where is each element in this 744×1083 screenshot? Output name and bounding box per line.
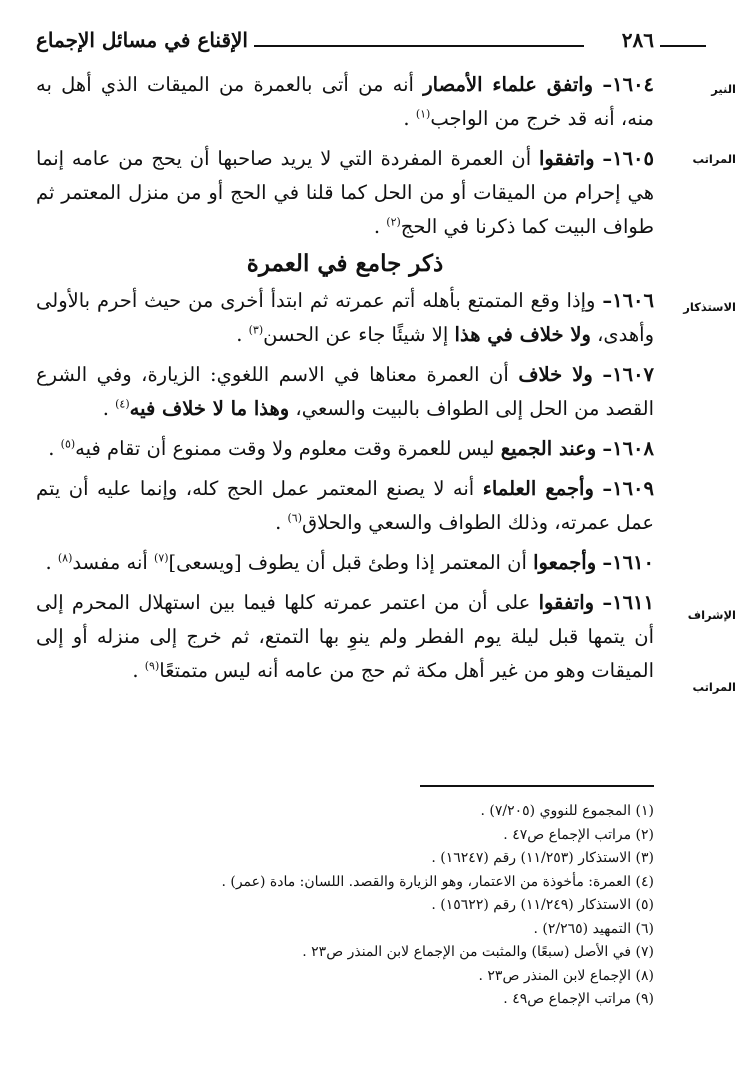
footnote-ref[interactable]: (٤)	[115, 397, 130, 411]
footnote-4: (٤) العمرة: مأخوذة من الاعتمار، وهو الزيارة والقصد. اللسان: مادة (عمر) .	[221, 873, 654, 890]
paragraph-1606	[36, 284, 654, 352]
bold-phrase-2: وهذا ما لا خلاف فيه	[129, 397, 290, 420]
paragraph-text: أن العمرة معناها في الاسم اللغوي: الزيارة، وفي الشرع القصد من الحل إلى الطواف بالبيت والسعي،	[36, 363, 654, 420]
bold-phrase: واتفقوا	[539, 147, 595, 170]
paragraph-text: على أن من اعتمر عمرته كلها فيما بين استهلال المحرم إلى أن يتمها قبل ليلة يوم الفطر ولم ينوِ بها التمتع، ثم خرج إلى منزله أو إلى الميقات وهو من غير أهل مكة ثم حج من عامه أنه ليس متمتعًا	[36, 591, 654, 682]
footnote-ref[interactable]: (٢)	[386, 215, 401, 229]
section-heading: ذكر جامع في العمرة	[246, 250, 444, 277]
period: .	[373, 215, 381, 238]
page-number: ٢٨٦	[621, 28, 654, 52]
paragraph-number: ١٦٠٧–	[602, 363, 655, 386]
bold-phrase: واتفق علماء الأمصار	[423, 73, 594, 96]
page-header	[36, 28, 654, 60]
footnote-ref[interactable]: (٧)	[154, 551, 169, 565]
period: .	[403, 107, 410, 130]
footnote-6: (٦) التمهيد (٢/٢٦٥) .	[533, 920, 654, 937]
paragraph-number: ١٦١١–	[602, 591, 655, 614]
footnote-ref[interactable]: (٥)	[60, 437, 76, 451]
paragraph-1608	[36, 432, 654, 466]
footnotes	[94, 800, 654, 1012]
paragraph-number: ١٦٠٩–	[602, 477, 655, 500]
footnote-ref[interactable]: (٣)	[248, 323, 264, 337]
margin-label-1606: الاستذكار	[683, 300, 736, 314]
book-title: الإقناع في مسائل الإجماع	[36, 28, 248, 52]
bold-phrase: ولا خلاف في هذا	[454, 323, 591, 346]
header-rule-right	[660, 45, 706, 47]
paragraph-text: أنه من أتى بالعمرة من الميقات الذي أهل به منه، أنه قد خرج من الواجب	[36, 73, 654, 130]
header-rule	[254, 45, 584, 47]
period: .	[275, 511, 282, 534]
margin-label-1605: المراتب	[692, 152, 736, 166]
paragraph-number: ١٦٠٨–	[602, 437, 654, 460]
paragraph-1611	[36, 586, 654, 688]
main-text	[36, 68, 654, 688]
footnote-7: (٧) في الأصل (سبعًا) والمثبت من الإجماع لابن المنذر ص٢٣ .	[302, 944, 654, 960]
margin-label-1610: الإشراف	[687, 608, 736, 622]
paragraph-text-2: إلا شيئًا جاء عن الحسن	[263, 323, 449, 346]
footnote-ref[interactable]: (٦)	[287, 511, 302, 525]
paragraph-1604	[36, 68, 654, 136]
bold-phrase: وعند الجميع	[500, 437, 597, 460]
paragraph-1609	[36, 472, 654, 540]
footnote-separator	[420, 785, 654, 787]
footnote-ref-2[interactable]: (٨)	[57, 551, 73, 565]
footnote-8: (٨) الإجماع لابن المنذر ص٢٣ .	[478, 967, 654, 984]
margin-label-1611: المراتب	[692, 680, 736, 694]
paragraph-number: ١٦٠٥–	[602, 147, 654, 170]
period: .	[45, 551, 52, 574]
bold-phrase: وأجمع العلماء	[482, 477, 594, 500]
paragraph-text-2: أنه مفسد	[72, 551, 148, 574]
footnote-ref[interactable]: (١)	[415, 107, 431, 121]
paragraph-text: أن المعتمر إذا وطئ قبل أن يطوف [ويسعى]	[168, 551, 527, 574]
paragraph-text: ليس للعمرة وقت معلوم ولا وقت ممنوع أن تقام فيه	[75, 437, 495, 460]
bold-phrase: ولا خلاف	[518, 363, 593, 386]
period: .	[48, 437, 55, 460]
bold-phrase: واتفقوا	[538, 591, 595, 614]
paragraph-text: وإذا وقع المتمتع بأهله أتم عمرته ثم ابتدأ أخرى من حيث أحرم بالأولى وأهدى،	[36, 289, 654, 346]
paragraph-1610	[36, 546, 654, 580]
paragraph-1605	[36, 142, 654, 244]
paragraph-text: أنه لا يصنع المعتمر عمل الحج كله، وإنما عليه أن يتم عمل عمرته، وذلك الطواف والسعي والحلاق	[36, 477, 654, 534]
margin-label-1604: النير	[711, 82, 736, 96]
period: .	[132, 659, 139, 682]
paragraph-number: ١٦٠٤–	[602, 73, 655, 96]
footnote-1: (١) المجموع للنووي (٧/٢٠٥) .	[480, 803, 654, 819]
paragraph-number: ١٦٠٦–	[602, 289, 655, 312]
period: .	[236, 323, 243, 346]
footnote-3: (٣) الاستذكار (١١/٢٥٣) رقم (١٦٢٤٧) .	[431, 850, 654, 866]
bold-phrase: وأجمعوا	[533, 551, 597, 574]
paragraph-number: ١٦١٠–	[602, 551, 654, 574]
footnote-ref[interactable]: (٩)	[144, 659, 160, 673]
paragraph-1607	[36, 358, 654, 426]
footnote-9: (٩) مراتب الإجماع ص٤٩ .	[503, 991, 654, 1007]
footnote-5: (٥) الاستذكار (١١/٢٤٩) رقم (١٥٦٢٢) .	[431, 897, 654, 913]
footnote-2: (٢) مراتب الإجماع ص٤٧ .	[503, 826, 654, 843]
paragraph-text: أن العمرة المفردة التي لا يريد صاحبها أن يحج من عامه إنما هي إحرام من الميقات أو من الحل كما قلنا في الحج أو من منزل المعتمر ثم طواف البيت كما ذكرنا في الحج	[36, 147, 654, 238]
period: .	[102, 397, 109, 420]
